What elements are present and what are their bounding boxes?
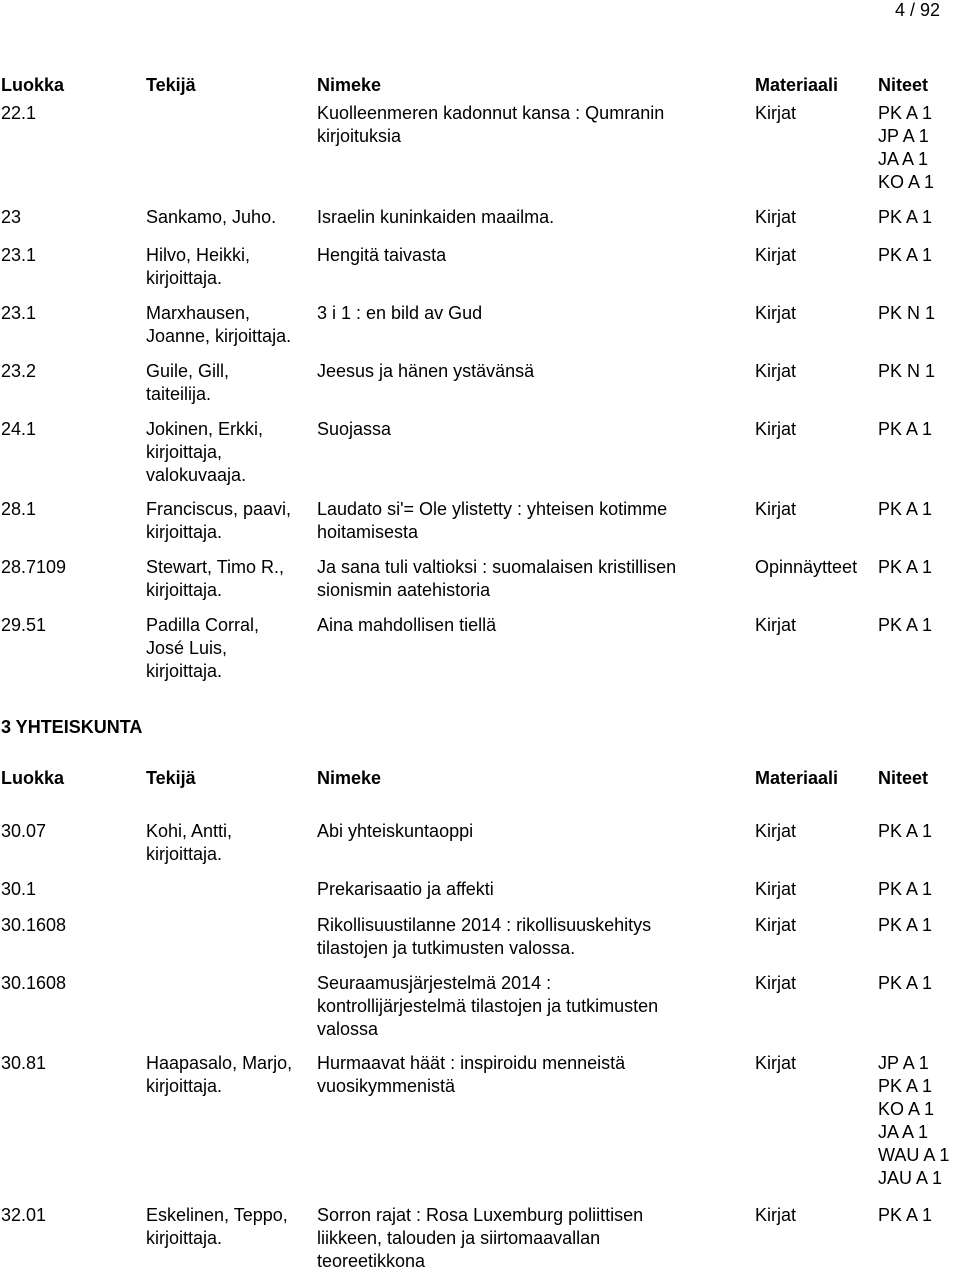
row-copies-line: PK A 1 (878, 103, 933, 123)
row-copies-line: PK A 1 (878, 1205, 933, 1225)
row-title (317, 498, 667, 544)
row-title-line: Hengitä taivasta (317, 245, 447, 265)
row-copies-line: JP A 1 (878, 126, 929, 146)
row-material-line: Kirjat (755, 303, 797, 323)
row-title-line: Prekarisaatio ja affekti (317, 879, 494, 899)
row-material-line: Kirjat (755, 973, 797, 993)
header-niteet: Niteet (878, 75, 929, 95)
row-copies (878, 102, 934, 194)
row-author-line: kirjoittaja. (146, 661, 223, 681)
row-copies-line: PK A 1 (878, 207, 933, 227)
header-luokka: Luokka (1, 75, 65, 95)
header-tekija: Tekijä (146, 75, 196, 95)
row-class (1, 914, 66, 937)
row-copies-line: PK A 1 (878, 915, 933, 935)
row-class (1, 360, 36, 383)
row-title (317, 1204, 643, 1273)
header-nimeke: Nimeke (317, 75, 382, 95)
row-copies-line: JP A 1 (878, 1053, 929, 1073)
row-title-line: Suojassa (317, 419, 392, 439)
row-author (146, 556, 284, 602)
row-title-line: liikkeen, talouden ja siirtomaavallan (317, 1228, 601, 1248)
row-title (317, 244, 446, 267)
row-author-line: Eskelinen, Teppo, (146, 1205, 288, 1225)
row-material-line: Kirjat (755, 103, 797, 123)
row-author (146, 302, 291, 348)
row-title (317, 418, 391, 441)
row-copies (878, 972, 932, 995)
row-material (755, 556, 857, 579)
row-author-line: Haapasalo, Marjo, (146, 1053, 293, 1073)
row-author-line: Padilla Corral, (146, 615, 260, 635)
row-copies (878, 614, 932, 637)
row-author (146, 244, 250, 290)
row-title-line: vuosikymmenistä (317, 1076, 456, 1096)
row-title-line: Laudato si'= Ole ylistetty : yhteisen kotimme (317, 499, 668, 519)
row-title (317, 360, 534, 383)
row-title-line: Israelin kuninkaiden maailma. (317, 207, 555, 227)
row-material (755, 820, 796, 843)
row-author-line: kirjoittaja. (146, 1076, 223, 1096)
row-material-line: Kirjat (755, 361, 797, 381)
row-material-line: Kirjat (755, 419, 797, 439)
row-material (755, 614, 796, 637)
page-number: 4 / 92 (894, 0, 940, 20)
row-copies (878, 244, 932, 267)
row-title (317, 972, 658, 1041)
row-material (755, 1204, 796, 1227)
row-copies (878, 360, 935, 383)
row-class-line: 30.1 (1, 879, 37, 899)
row-copies-line: JAU A 1 (878, 1168, 943, 1188)
row-copies-line: PK A 1 (878, 419, 933, 439)
row-class (1, 244, 36, 267)
row-material (755, 972, 796, 995)
row-material (755, 206, 796, 229)
row-title-line: kontrollijärjestelmä tilastojen ja tutkimusten (317, 996, 659, 1016)
row-class-line: 30.1608 (1, 973, 67, 993)
row-class (1, 878, 36, 901)
section-title: 3 YHTEISKUNTA (1, 717, 143, 737)
row-class (1, 614, 46, 637)
row-copies-line: PK A 1 (878, 615, 933, 635)
row-class (1, 1204, 46, 1227)
row-title-line: kirjoituksia (317, 126, 402, 146)
row-copies (878, 1052, 949, 1190)
row-author-line: Jokinen, Erkki, (146, 419, 264, 439)
row-class-line: 29.51 (1, 615, 47, 635)
row-title-line: Seuraamusjärjestelmä 2014 : (317, 973, 552, 993)
row-copies (878, 878, 932, 901)
row-author-line: Hilvo, Heikki, (146, 245, 251, 265)
row-author-line: kirjoittaja. (146, 580, 223, 600)
row-material-line: Opinnäytteet (755, 557, 858, 577)
row-copies-line: PK A 1 (878, 245, 933, 265)
row-copies-line: PK A 1 (878, 499, 933, 519)
row-title (317, 614, 496, 637)
row-author-line: Franciscus, paavi, (146, 499, 292, 519)
row-author (146, 614, 259, 683)
row-material-line: Kirjat (755, 245, 797, 265)
row-author (146, 498, 291, 544)
row-class-line: 23 (1, 207, 22, 227)
row-material-line: Kirjat (755, 879, 797, 899)
row-title-line: Sorron rajat : Rosa Luxemburg poliittisen (317, 1205, 644, 1225)
row-title-line: tilastojen ja tutkimusten valossa. (317, 938, 576, 958)
row-material-line: Kirjat (755, 207, 797, 227)
row-author-line: kirjoittaja. (146, 522, 223, 542)
row-material-line: Kirjat (755, 915, 797, 935)
row-material-line: Kirjat (755, 615, 797, 635)
row-class (1, 418, 36, 441)
row-copies (878, 556, 932, 579)
row-class-line: 30.1608 (1, 915, 67, 935)
row-title (317, 914, 651, 960)
row-copies-line: JA A 1 (878, 149, 929, 169)
row-copies-line: PK A 1 (878, 973, 933, 993)
header-nimeke: Nimeke (317, 768, 382, 788)
row-title-line: Jeesus ja hänen ystävänsä (317, 361, 535, 381)
row-author-line: kirjoittaja. (146, 844, 223, 864)
row-author-line: Joanne, kirjoittaja. (146, 326, 292, 346)
row-material (755, 302, 796, 325)
row-title (317, 206, 554, 229)
row-material (755, 914, 796, 937)
row-copies-line: PK A 1 (878, 557, 933, 577)
row-title-line: valossa (317, 1019, 379, 1039)
row-title-line: Ja sana tuli valtioksi : suomalaisen kristillisen (317, 557, 677, 577)
row-class-line: 23.2 (1, 361, 37, 381)
row-class-line: 22.1 (1, 103, 37, 123)
row-class-line: 23.1 (1, 245, 37, 265)
row-material-line: Kirjat (755, 499, 797, 519)
row-copies-line: PK N 1 (878, 361, 936, 381)
row-copies-line: PK A 1 (878, 821, 933, 841)
row-class-line: 24.1 (1, 419, 37, 439)
row-author (146, 360, 229, 406)
row-material (755, 878, 796, 901)
row-material (755, 498, 796, 521)
row-class-line: 23.1 (1, 303, 37, 323)
row-material (755, 360, 796, 383)
row-title (317, 878, 494, 901)
row-class (1, 1052, 46, 1075)
row-material (755, 102, 796, 125)
row-title (317, 1052, 625, 1098)
row-author-line: Marxhausen, (146, 303, 251, 323)
header-luokka: Luokka (1, 768, 65, 788)
row-author (146, 418, 263, 487)
row-copies-line: JA A 1 (878, 1122, 929, 1142)
row-title-line: 3 i 1 : en bild av Gud (317, 303, 483, 323)
header-niteet: Niteet (878, 768, 929, 788)
row-material-line: Kirjat (755, 1205, 797, 1225)
row-author-line: Stewart, Timo R., (146, 557, 285, 577)
row-author-line: Guile, Gill, (146, 361, 230, 381)
row-copies (878, 914, 932, 937)
row-copies-line: PK A 1 (878, 879, 933, 899)
row-title-line: Kuolleenmeren kadonnut kansa : Qumranin (317, 103, 665, 123)
row-material-line: Kirjat (755, 821, 797, 841)
row-title (317, 302, 482, 325)
row-class (1, 102, 36, 125)
row-material (755, 244, 796, 267)
row-author-line: José Luis, (146, 638, 228, 658)
row-copies-line: WAU A 1 (878, 1145, 950, 1165)
row-copies (878, 820, 932, 843)
row-copies-line: KO A 1 (878, 172, 935, 192)
row-title (317, 820, 473, 843)
row-class (1, 820, 46, 843)
row-title (317, 102, 664, 148)
row-copies-line: PK N 1 (878, 303, 936, 323)
row-title-line: Aina mahdollisen tiellä (317, 615, 497, 635)
row-author (146, 1052, 292, 1098)
row-class (1, 206, 21, 229)
row-class (1, 498, 36, 521)
row-class-line: 30.07 (1, 821, 47, 841)
row-author-line: kirjoittaja. (146, 1228, 223, 1248)
row-author-line: valokuvaaja. (146, 465, 247, 485)
row-author-line: kirjoittaja. (146, 268, 223, 288)
row-copies (878, 206, 932, 229)
row-copies (878, 302, 935, 325)
row-author (146, 820, 232, 866)
row-author-line: Kohi, Antti, (146, 821, 233, 841)
row-title-line: sionismin aatehistoria (317, 580, 491, 600)
row-author (146, 1204, 288, 1250)
row-material (755, 418, 796, 441)
row-copies (878, 1204, 932, 1227)
row-copies (878, 498, 932, 521)
row-title (317, 556, 676, 602)
row-author (146, 206, 276, 229)
row-author-line: Sankamo, Juho. (146, 207, 277, 227)
row-class (1, 972, 66, 995)
row-author-line: taiteilija. (146, 384, 212, 404)
row-copies-line: KO A 1 (878, 1099, 935, 1119)
header-materiaali: Materiaali (755, 75, 839, 95)
row-class-line: 32.01 (1, 1205, 47, 1225)
row-title-line: teoreetikkona (317, 1251, 426, 1271)
row-title-line: Hurmaavat häät : inspiroidu menneistä (317, 1053, 626, 1073)
row-class (1, 302, 36, 325)
row-author-line: kirjoittaja, (146, 442, 223, 462)
row-title-line: Rikollisuustilanne 2014 : rikollisuuskehitys (317, 915, 652, 935)
row-class-line: 28.7109 (1, 557, 67, 577)
header-materiaali: Materiaali (755, 768, 839, 788)
row-material (755, 1052, 796, 1075)
row-copies-line: PK A 1 (878, 1076, 933, 1096)
row-copies (878, 418, 932, 441)
header-tekija: Tekijä (146, 768, 196, 788)
row-title-line: Abi yhteiskuntaoppi (317, 821, 474, 841)
row-class-line: 30.81 (1, 1053, 47, 1073)
row-material-line: Kirjat (755, 1053, 797, 1073)
row-class (1, 556, 66, 579)
row-class-line: 28.1 (1, 499, 37, 519)
row-title-line: hoitamisesta (317, 522, 419, 542)
